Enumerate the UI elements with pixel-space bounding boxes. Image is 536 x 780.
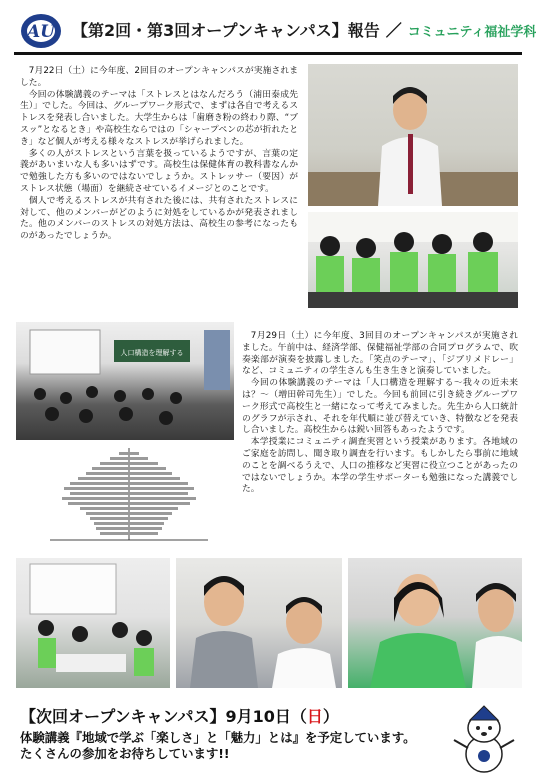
department-name: コミュニティ福祉学科 [407,25,536,40]
title-separator: ／ [385,21,402,40]
july29-intro: 7月29日（土）に今年度、3回目のオープンキャンパスが実施されました。午前中は、経済学部、保健福祉学部の合同プログラムで、吹奏楽部が演奏を披露しました。「笑点のテーマ」、「ジブリメドレー」など、コミュニティの学生さんも生き生きと演奏していました。 [242,331,518,377]
next-open-campus-day: 日 [306,707,323,726]
day-open-paren: （ [290,707,307,726]
photo-students-lineup [308,212,518,308]
next-open-campus-label: 【次回オープンキャンパス】9月10日 [20,707,291,726]
university-logo [20,12,62,50]
logo-text: AU [26,22,56,42]
july29-practicum: 本学授業にコミュニティ調査実習という授業があります。各地域のご家庭を訪問し、聞き取り調査を行います。もしかしたら事前に地域のことを調べるうえで、人口の推移など実習に役立つことがあったのではないでしょうか。本学の学生サポーターも勉強になった講義でした。 [242,437,518,495]
photo-group-work [16,558,170,688]
day-close-paren: ） [322,707,339,726]
july29-theme: 今回の体験講義のテーマは「人口構造を理解する～我々の近未来は？～（増田幹司先生）」でした。今回も前回に引き続きグループワーク形式で高校生と一緒になって考えてみました。先生から人口統計のグラフが示され、それを年代順に並び替えていき、特徴などを発表し合いました。高校生からは鋭い回答もあったようです。 [242,378,518,436]
article-july22 [20,66,298,243]
header-divider [14,52,522,55]
photo-population-pyramid [40,444,218,548]
photo-lecturer [308,64,518,206]
photo-student-supporters [348,558,522,688]
mascot-illustration [444,698,522,776]
photo-students-discussion [176,558,342,688]
july22-sharing: 個人で考えるストレスが共有された後には、共有されたストレスに対して、他のメンバーがどのように対処をしているかが発表されました。他のメンバーのストレスの対処方法は、高校生の参考になったものがあったでしょうか。 [20,195,298,242]
invitation-text: たくさんの参加をお待ちしています!! [20,746,230,761]
next-lecture-info: 体験講義『地域で学ぶ「楽しさ」と「魅力」とは』を予定しています。 [20,730,416,745]
title-main: 【第2回・第3回オープンキャンパス】報告 [72,21,380,40]
photo-classroom [16,322,234,440]
july22-definition: 多くの人がストレスという言葉を扱っているようですが、言葉の定義があいまいな人も多いはずです。高校生は保健体育の教科書なんかで勉強した方も多いのではないでしょうか。ストレッサー（要因）がストレス状態（場面）を継続させているイメージとのことです。 [20,148,298,194]
july22-intro: 7月22日（土）に今年度、2回目のオープンキャンパスが実施されました。 [20,66,298,88]
next-open-campus [20,704,339,727]
july22-theme: 今回の体験講義のテーマは「ストレスとはなんだろう（浦田泰成先生）」でした。今回は、グループワーク形式で、まずは各自で考えるストレスを発表し合いました。大学生からは「歯磨き粉の終わり際、“ブスッ”となるとき」や高校生ならではの「シャープペンの芯が折れたとき」など個人が考える様々なストレスが挙げられました。 [20,89,298,147]
article-july29 [242,331,518,496]
page-title [72,18,536,44]
board-sign-text: 人口構造を理解する [120,349,184,357]
